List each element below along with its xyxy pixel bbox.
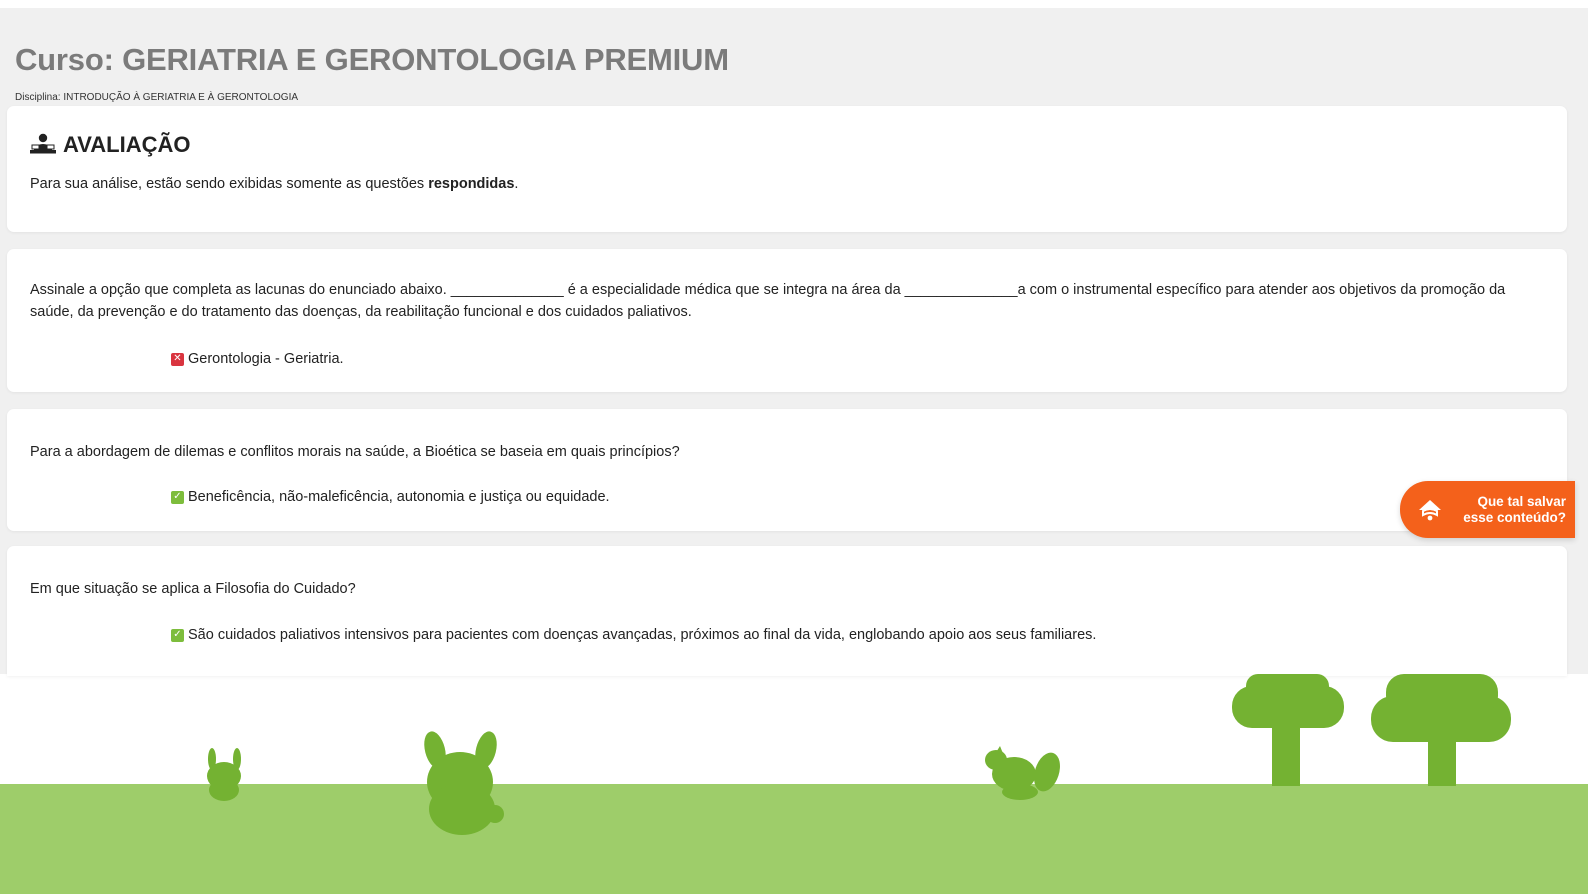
evaluation-header bbox=[29, 132, 191, 158]
bookmark-house-icon bbox=[1416, 496, 1444, 524]
save-prompt-line2: esse conteúdo? bbox=[1463, 509, 1566, 525]
evaluation-note-prefix: Para sua análise, estão sendo exibidas somente as questões bbox=[30, 176, 429, 192]
evaluation-note-suffix: . bbox=[514, 176, 519, 192]
save-prompt-line1: Que tal salvar bbox=[1477, 493, 1566, 509]
large-bunny-icon bbox=[421, 729, 504, 835]
check-mark-icon: ✓ bbox=[171, 491, 184, 504]
evaluation-card bbox=[7, 106, 1567, 232]
answer-row bbox=[171, 489, 610, 505]
check-mark-icon: ✓ bbox=[171, 629, 184, 642]
wrong-mark-icon: ✕ bbox=[171, 353, 184, 366]
tree-icon bbox=[1371, 674, 1511, 786]
evaluation-note-bold: respondidas bbox=[428, 176, 515, 192]
question-text: Para a abordagem de dilemas e conflitos morais na saúde, a Bioética se baseia em quais princípios? bbox=[30, 444, 680, 460]
answer-row bbox=[171, 627, 1096, 643]
evaluation-title: AVALIAÇÃO bbox=[63, 132, 191, 157]
squirrel-icon bbox=[985, 746, 1065, 800]
discipline-label: Disciplina: INTRODUÇÃO À GERIATRIA E À GERONTOLOGIA bbox=[15, 92, 299, 103]
tree-icon bbox=[1232, 674, 1344, 786]
teacher-icon bbox=[29, 133, 57, 157]
question-text: Assinale a opção que completa as lacunas do enunciado abaixo. ______________ é a especialidade médica que se integra na área da ______________a com o instrumental específico para atender aos objetivos da promoção da saúde, da prevenção e do tratamento das doenças, da reabilitação funcional e dos cuidados paliativos. bbox=[30, 282, 1506, 320]
course-title: Curso: GERIATRIA E GERONTOLOGIA PREMIUM bbox=[15, 42, 729, 77]
save-content-button[interactable] bbox=[1400, 481, 1575, 538]
evaluation-note bbox=[30, 176, 518, 192]
question-text: Em que situação se aplica a Filosofia do Cuidado? bbox=[30, 581, 356, 597]
question-card bbox=[7, 409, 1567, 531]
question-card bbox=[7, 546, 1567, 676]
small-bunny-icon bbox=[207, 748, 241, 801]
answer-row bbox=[171, 351, 344, 367]
answer-text: São cuidados paliativos intensivos para pacientes com doenças avançadas, próximos ao final da vida, englobando apoio aos seus familiares. bbox=[188, 627, 1097, 643]
answer-text: Beneficência, não-maleficência, autonomia e justiça ou equidade. bbox=[188, 489, 610, 505]
scene-silhouettes bbox=[0, 674, 1588, 894]
answer-text: Gerontologia - Geriatria. bbox=[188, 351, 344, 367]
question-card bbox=[7, 249, 1567, 392]
save-prompt-text bbox=[1456, 494, 1566, 526]
decorative-scene bbox=[0, 674, 1588, 894]
